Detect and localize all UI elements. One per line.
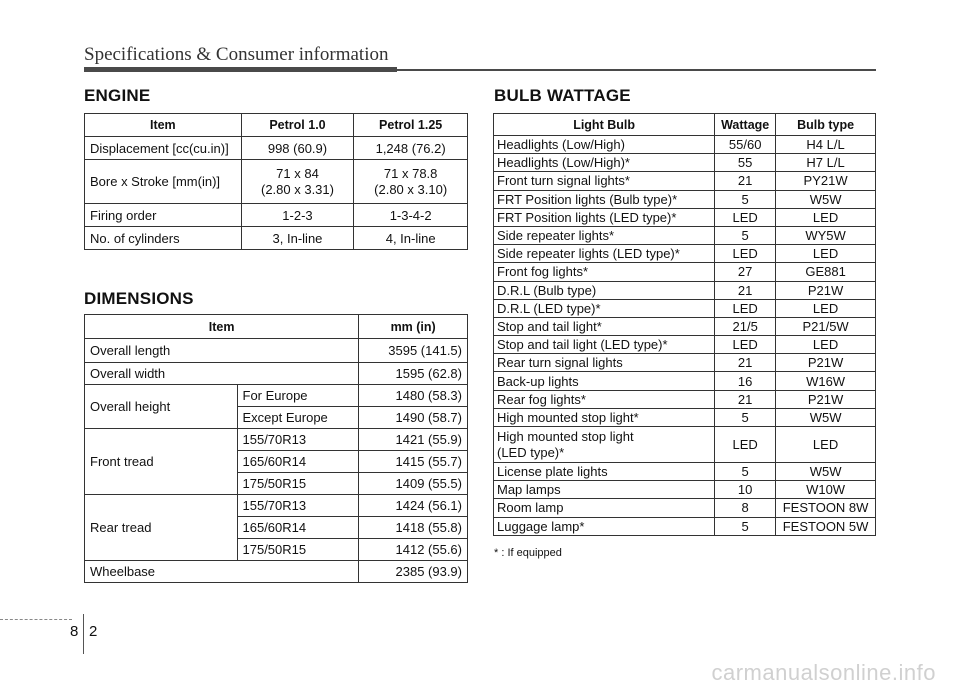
bulb-type: LED: [776, 208, 876, 226]
bulb-wattage: 5: [715, 226, 776, 244]
dimension-value: 1480 (58.3): [359, 385, 468, 407]
bulb-col-bulb-type: Bulb type: [776, 114, 876, 136]
table-row: [494, 190, 876, 208]
table-row: [85, 429, 468, 451]
engine-value: [354, 160, 468, 204]
table-row: [85, 204, 468, 227]
header-rule-thick: [84, 67, 397, 72]
bulb-wattage: LED: [715, 245, 776, 263]
dimension-item: Front tread: [85, 429, 238, 495]
dimension-value: 1421 (55.9): [359, 429, 468, 451]
bulb-name: Back-up lights: [494, 372, 715, 390]
bulb-name: Rear turn signal lights: [494, 354, 715, 372]
bulb-wattage: 5: [715, 408, 776, 426]
bulb-type: W5W: [776, 408, 876, 426]
bulb-name: Side repeater lights*: [494, 226, 715, 244]
bulb-wattage: 5: [715, 517, 776, 535]
dimensions-table: [84, 314, 468, 583]
bulb-wattage: 21: [715, 172, 776, 190]
bulb-wattage: 21: [715, 354, 776, 372]
table-row: [494, 336, 876, 354]
table-row: [85, 363, 468, 385]
table-row: [85, 227, 468, 250]
bore-stroke-mm: 71 x 78.8: [383, 165, 438, 181]
dimension-subitem: 165/60R14: [237, 451, 359, 473]
dimension-subitem: 155/70R13: [237, 429, 359, 451]
page-number-section: 8: [70, 623, 79, 640]
bulb-type: LED: [776, 245, 876, 263]
bulb-type: LED: [776, 299, 876, 317]
table-row: [85, 385, 468, 407]
bulb-name: Stop and tail light*: [494, 317, 715, 335]
bulb-name: Side repeater lights (LED type)*: [494, 245, 715, 263]
bulb-type: FESTOON 5W: [776, 517, 876, 535]
table-row: [494, 517, 876, 535]
bulb-name: FRT Position lights (LED type)*: [494, 208, 715, 226]
dimension-subitem: 155/70R13: [237, 495, 359, 517]
dimensions-col-mm-in: mm (in): [359, 315, 468, 339]
bulb-wattage: 10: [715, 481, 776, 499]
engine-value: 4, In-line: [354, 227, 468, 250]
table-row: [494, 245, 876, 263]
table-row: [85, 137, 468, 160]
dimensions-title: DIMENSIONS: [84, 289, 194, 308]
table-row: [494, 299, 876, 317]
bulb-type: P21W: [776, 281, 876, 299]
engine-item: Firing order: [85, 204, 242, 227]
dimension-subitem: Except Europe: [237, 407, 359, 429]
table-row: [494, 427, 876, 463]
header-rule-thin: [397, 69, 876, 71]
dimension-value: 2385 (93.9): [359, 561, 468, 583]
bulb-wattage: 21: [715, 390, 776, 408]
bulb-type: P21/5W: [776, 317, 876, 335]
bulb-name: High mounted stop light*: [494, 408, 715, 426]
engine-item: Bore x Stroke [mm(in)]: [85, 160, 242, 204]
engine-value: 1,248 (76.2): [354, 137, 468, 160]
dimension-value: 1490 (58.7): [359, 407, 468, 429]
footnote: * : If equipped: [494, 547, 562, 559]
bulb-name: FRT Position lights (Bulb type)*: [494, 190, 715, 208]
bulb-col-wattage: Wattage: [715, 114, 776, 136]
bulb-type: P21W: [776, 354, 876, 372]
bulb-wattage: 21: [715, 281, 776, 299]
bulb-name: Rear fog lights*: [494, 390, 715, 408]
engine-col-petrol-10: Petrol 1.0: [241, 114, 354, 137]
dimension-subitem: 175/50R15: [237, 473, 359, 495]
engine-title: ENGINE: [84, 86, 151, 105]
bulb-wattage: 16: [715, 372, 776, 390]
bulb-type: LED: [776, 427, 876, 463]
bulb-wattage: 5: [715, 463, 776, 481]
bulb-type: LED: [776, 336, 876, 354]
dimension-value: 1412 (55.6): [359, 539, 468, 561]
bulb-type: W16W: [776, 372, 876, 390]
engine-item: No. of cylinders: [85, 227, 242, 250]
table-row: [494, 172, 876, 190]
table-row: [494, 281, 876, 299]
table-row: [85, 160, 468, 204]
bulb-wattage: LED: [715, 427, 776, 463]
dimension-item: Overall height: [85, 385, 238, 429]
bulb-name-line: High mounted stop light: [497, 428, 634, 444]
dimension-value: 1595 (62.8): [359, 363, 468, 385]
bulb-type: WY5W: [776, 226, 876, 244]
bulb-type: P21W: [776, 390, 876, 408]
dimension-value: 3595 (141.5): [359, 339, 468, 363]
table-row: [85, 339, 468, 363]
table-row: [494, 154, 876, 172]
table-row: [494, 263, 876, 281]
bulb-wattage: 55/60: [715, 136, 776, 154]
table-row: [494, 481, 876, 499]
bulb-type: GE881: [776, 263, 876, 281]
table-row: [85, 495, 468, 517]
bulb-name: Headlights (Low/High): [494, 136, 715, 154]
engine-value: 3, In-line: [241, 227, 354, 250]
engine-header-row: [85, 114, 468, 137]
table-row: [85, 561, 468, 583]
bulb-name: Stop and tail light (LED type)*: [494, 336, 715, 354]
bulb-wattage: 5: [715, 190, 776, 208]
bulb-wattage: 55: [715, 154, 776, 172]
watermark-text: carmanualsonline.info: [711, 660, 936, 685]
dimension-item: Wheelbase: [85, 561, 359, 583]
dimension-subitem: 165/60R14: [237, 517, 359, 539]
table-row: [494, 372, 876, 390]
bulb-name: License plate lights: [494, 463, 715, 481]
table-row: [494, 390, 876, 408]
engine-value: 1-3-4-2: [354, 204, 468, 227]
footer-divider: [83, 614, 84, 654]
bore-stroke-in: (2.80 x 3.10): [374, 181, 448, 197]
bulb-type: W10W: [776, 481, 876, 499]
bulb-name: Room lamp: [494, 499, 715, 517]
table-row: [494, 354, 876, 372]
bulb-wattage: LED: [715, 336, 776, 354]
engine-item: Displacement [cc(cu.in)]: [85, 137, 242, 160]
table-row: [494, 317, 876, 335]
bulb-type: PY21W: [776, 172, 876, 190]
bulb-header-row: [494, 114, 876, 136]
bulb-name: Luggage lamp*: [494, 517, 715, 535]
bore-stroke-in: (2.80 x 3.31): [260, 181, 334, 197]
bulb-wattage-title: BULB WATTAGE: [494, 86, 631, 105]
page-header-title: Specifications & Consumer information: [84, 44, 389, 65]
bore-stroke-mm: 71 x 84: [276, 165, 319, 181]
table-row: [494, 408, 876, 426]
bulb-name: Headlights (Low/High)*: [494, 154, 715, 172]
bulb-type: W5W: [776, 190, 876, 208]
bulb-name: Front fog lights*: [494, 263, 715, 281]
bulb-wattage: 8: [715, 499, 776, 517]
dimension-subitem: 175/50R15: [237, 539, 359, 561]
table-row: [494, 136, 876, 154]
bulb-wattage: LED: [715, 299, 776, 317]
engine-value: 998 (60.9): [241, 137, 354, 160]
engine-col-petrol-125: Petrol 1.25: [354, 114, 468, 137]
bulb-name: Front turn signal lights*: [494, 172, 715, 190]
dimension-value: 1409 (55.5): [359, 473, 468, 495]
dimension-item: Rear tread: [85, 495, 238, 561]
dimension-value: 1418 (55.8): [359, 517, 468, 539]
table-row: [494, 499, 876, 517]
engine-col-item: Item: [85, 114, 242, 137]
bulb-type: H7 L/L: [776, 154, 876, 172]
dimensions-header-row: [85, 315, 468, 339]
bulb-wattage: 21/5: [715, 317, 776, 335]
bulb-type: W5W: [776, 463, 876, 481]
dimension-value: 1415 (55.7): [359, 451, 468, 473]
dimension-item: Overall width: [85, 363, 359, 385]
dimension-subitem: For Europe: [237, 385, 359, 407]
bulb-name-line: (LED type)*: [497, 444, 565, 460]
bulb-wattage: 27: [715, 263, 776, 281]
bulb-name: [494, 427, 715, 463]
bulb-type: FESTOON 8W: [776, 499, 876, 517]
bulb-wattage-table: [493, 113, 876, 536]
dimension-value: 1424 (56.1): [359, 495, 468, 517]
dimension-item: Overall length: [85, 339, 359, 363]
bulb-wattage: LED: [715, 208, 776, 226]
engine-table: [84, 113, 468, 250]
engine-value: [241, 160, 354, 204]
page-number-page: 2: [89, 623, 98, 640]
bulb-name: D.R.L (Bulb type): [494, 281, 715, 299]
table-row: [494, 226, 876, 244]
table-row: [494, 208, 876, 226]
engine-value: 1-2-3: [241, 204, 354, 227]
footer-left-rule: [0, 619, 72, 620]
dimensions-col-item: Item: [85, 315, 359, 339]
bulb-name: Map lamps: [494, 481, 715, 499]
bulb-type: H4 L/L: [776, 136, 876, 154]
bulb-col-light-bulb: Light Bulb: [494, 114, 715, 136]
bulb-name: D.R.L (LED type)*: [494, 299, 715, 317]
table-row: [494, 463, 876, 481]
